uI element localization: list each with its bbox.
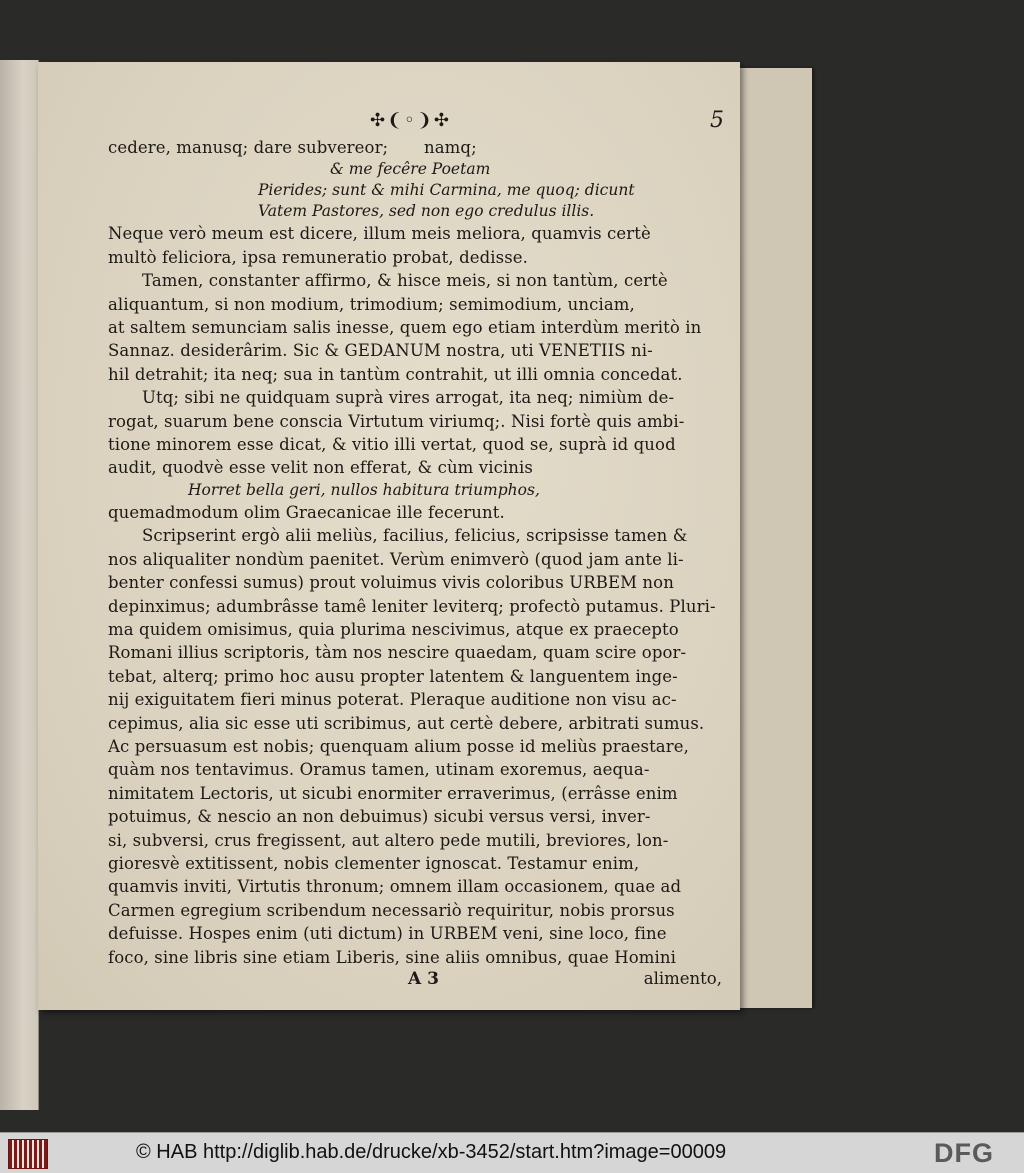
- text-line: Scripserint ergò alii meliùs, facilius, felicius, scripsisse tamen &: [142, 526, 688, 546]
- text-line: Utq; sibi ne quidquam suprà vires arrogat, ita neq; nimiùm de-: [142, 388, 675, 408]
- text-line: Tamen, constanter affirmo, & hisce meis, si non tantùm, certè: [142, 271, 668, 291]
- text-line: multò feliciora, ipsa remuneratio probat, dedisse.: [108, 247, 528, 267]
- text-line: cepimus, alia sic esse uti scribimus, aut certè debere, arbitrati sumus.: [108, 713, 705, 733]
- book-page: [38, 62, 740, 1010]
- text-line: benter confessi sumus) prout voluimus vivis coloribus URBEM non: [108, 573, 674, 593]
- text-line: quamvis inviti, Virtutis thronum; omnem illam occasionem, quae ad: [108, 877, 682, 897]
- text-line: aliquantum, si non modium, trimodium; semimodium, unciam,: [108, 294, 635, 314]
- text-line: depinximus; adumbrâsse tamê leniter leviterq; profectò putamus. Pluri-: [108, 596, 716, 616]
- text-line-content: cedere, manusq; dare subvereor;: [108, 138, 389, 157]
- text-line: Sannaz. desiderârim. Sic & GEDANUM nostra, uti VENETIIS ni-: [108, 341, 653, 361]
- text-line: potuimus, & nescio an non debuimus) sicubi versus versi, inver-: [108, 807, 651, 827]
- credit-bar: [0, 1132, 1024, 1173]
- text-line: defuisse. Hospes enim (uti dictum) in URBEM veni, sine loco, fine: [108, 924, 667, 944]
- credit-link[interactable]: © HAB http://diglib.hab.de/drucke/xb-3452/start.htm?image=00009: [136, 1141, 727, 1163]
- text-line: at saltem semunciam salis inesse, quem ego etiam interdùm meritò in: [108, 318, 702, 338]
- verse-line: Pierides; sunt & mihi Carmina, me quoq; dicunt: [258, 181, 635, 200]
- text-line: ma quidem omisimus, quia plurima nescivimus, atque ex praecepto: [108, 619, 679, 639]
- text-line: Ac persuasum est nobis; quenquam alium posse id meliùs praestare,: [108, 736, 689, 756]
- verse-line: Horret bella geri, nullos habitura triumphos,: [188, 480, 540, 499]
- page-header: [108, 102, 724, 136]
- page-footer: [108, 969, 722, 999]
- text-line: audit, quodvè esse velit non efferat, & cùm vicinis: [108, 458, 533, 478]
- text-line: nij exiguitatem fieri minus poterat. Pleraque auditione non visu ac-: [108, 690, 677, 710]
- previous-page-edge: [0, 60, 39, 1110]
- page-number: 5: [710, 108, 724, 133]
- text-line: [108, 136, 718, 159]
- text-line: quemadmodum olim Graecanicae ille fecerunt.: [108, 502, 505, 522]
- text-line: gioresvè extitissent, nobis clementer ignoscat. Testamur enim,: [108, 853, 640, 873]
- text-line: tebat, alterq; primo hoc ausu propter latentem & languentem inge-: [108, 666, 678, 686]
- hab-logo-icon[interactable]: [8, 1139, 48, 1169]
- text-line: si, subversi, crus fregissent, aut altero pede mutili, breviores, lon-: [108, 830, 669, 850]
- inline-word: namq;: [424, 138, 477, 157]
- dfg-logo[interactable]: DFG: [934, 1138, 994, 1168]
- text-line: Carmen egregium scribendum necessariò requiritur, nobis prorsus: [108, 900, 675, 920]
- text-line: nimitatem Lectoris, ut sicubi enormiter erraverimus, (errâsse enim: [108, 783, 678, 803]
- header-ornament: ✣❨◦❩✣: [370, 110, 451, 131]
- text-line: foco, sine libris sine etiam Liberis, sine aliis omnibus, quae Homini: [108, 947, 677, 967]
- catchword: alimento,: [643, 969, 722, 988]
- text-line: quàm nos tentavimus. Oramus tamen, utinam exoremus, aequa-: [108, 760, 650, 780]
- verse-line: Vatem Pastores, sed non ego credulus illis.: [258, 202, 595, 221]
- verse-line: & me fecêre Poetam: [330, 160, 491, 179]
- text-line: hil detrahit; ita neq; sua in tantùm contrahit, ut illi omnia concedat.: [108, 364, 683, 384]
- text-line: nos aliqualiter nondùm paenitet. Verùm enimverò (quod jam ante li-: [108, 549, 684, 569]
- text-line: Neque verò meum est dicere, illum meis meliora, quamvis certè: [108, 224, 651, 244]
- text-line: rogat, suarum bene conscia Virtutum viriumq;. Nisi fortè quis ambi-: [108, 411, 685, 431]
- signature-mark: A 3: [408, 969, 439, 989]
- page-text: [108, 102, 724, 999]
- text-line: tione minorem esse dicat, & vitio illi vertat, quod se, suprà id quod: [108, 435, 676, 455]
- text-line: Romani illius scriptoris, tàm nos nescire quaedam, quam scire opor-: [108, 643, 687, 663]
